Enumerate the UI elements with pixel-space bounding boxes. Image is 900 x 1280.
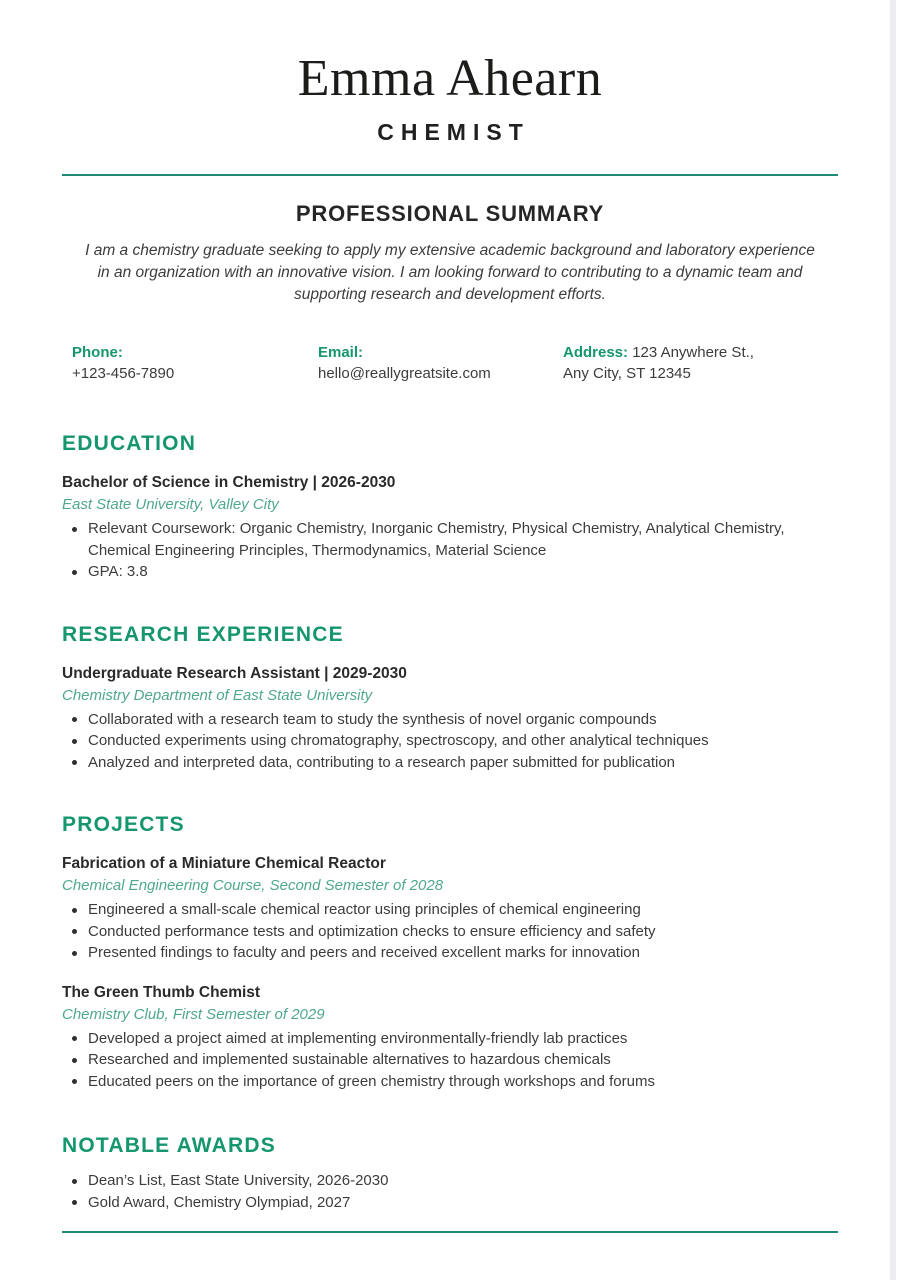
list-item: Conducted experiments using chromatography, spectroscopy, and other analytical techniques xyxy=(62,730,838,752)
contact-phone xyxy=(72,342,318,384)
entry-title: Bachelor of Science in Chemistry | 2026-2030 xyxy=(62,474,396,492)
research-heading: RESEARCH EXPERIENCE xyxy=(62,622,344,646)
contact-row xyxy=(62,342,838,384)
list-item: Researched and implemented sustainable alternatives to hazardous chemicals xyxy=(62,1049,838,1071)
candidate-role: CHEMIST xyxy=(377,119,530,146)
section-research-experience xyxy=(62,623,838,774)
entry-title: Undergraduate Research Assistant | 2029-2030 xyxy=(62,664,407,682)
list-item: Conducted performance tests and optimization checks to ensure efficiency and safety xyxy=(62,921,838,943)
phone-label: Phone: xyxy=(72,344,123,362)
list-item: Collaborated with a research team to study the synthesis of novel organic compounds xyxy=(62,709,838,731)
address-value: 123 Anywhere St., Any City, ST 12345 xyxy=(563,344,754,383)
education-heading: EDUCATION xyxy=(62,432,197,456)
list-item: Gold Award, Chemistry Olympiad, 2027 xyxy=(62,1192,838,1214)
section-notable-awards xyxy=(62,1134,838,1213)
bullet-list xyxy=(62,709,838,774)
contact-email xyxy=(318,342,563,384)
list-item: Developed a project aimed at implementing environmentally-friendly lab practices xyxy=(62,1028,838,1050)
entry-subtitle: Chemistry Department of East State University xyxy=(62,686,373,704)
contact-address xyxy=(563,342,771,384)
entry-title: The Green Thumb Chemist xyxy=(62,983,261,1001)
summary-text: I am a chemistry graduate seeking to apply my extensive academic background and laboratory experience in an organization with an innovative vision. I am looking forward to contributing to a dynamic team and supporting research and development efforts. xyxy=(85,242,815,304)
list-item: GPA: 3.8 xyxy=(62,561,838,583)
candidate-name: Emma Ahearn xyxy=(297,50,603,107)
bullet-list xyxy=(62,1028,838,1093)
list-item: Presented findings to faculty and peers and received excellent marks for innovation xyxy=(62,942,838,964)
page-edge-shadow xyxy=(890,0,896,1280)
project-entry xyxy=(62,982,838,1093)
section-education xyxy=(62,432,838,583)
research-entry xyxy=(62,663,838,774)
list-item: Engineered a small-scale chemical reactor using principles of chemical engineering xyxy=(62,899,838,921)
email-label: Email: xyxy=(318,344,364,362)
entry-subtitle: Chemical Engineering Course, Second Semester of 2028 xyxy=(62,877,444,895)
list-item: Relevant Coursework: Organic Chemistry, Inorganic Chemistry, Physical Chemistry, Analytical Chemistry, Chemical Engineering Principles, Thermodynamics, Material Science xyxy=(62,518,838,561)
summary-heading: PROFESSIONAL SUMMARY xyxy=(295,201,605,227)
phone-value: +123-456-7890 xyxy=(72,365,175,383)
section-projects xyxy=(62,813,838,1092)
list-item: Analyzed and interpreted data, contributing to a research paper submitted for publication xyxy=(62,752,838,774)
entry-title: Fabrication of a Miniature Chemical Reactor xyxy=(62,855,386,873)
list-item: Dean’s List, East State University, 2026-2030 xyxy=(62,1170,838,1192)
projects-heading: PROJECTS xyxy=(62,813,185,837)
list-item: Educated peers on the importance of green chemistry through workshops and forums xyxy=(62,1071,838,1093)
bottom-divider xyxy=(62,1231,838,1233)
awards-heading: NOTABLE AWARDS xyxy=(62,1134,276,1158)
email-value: hello@reallygreatsite.com xyxy=(318,365,491,383)
bullet-list xyxy=(62,1170,838,1213)
entry-subtitle: Chemistry Club, First Semester of 2029 xyxy=(62,1005,325,1023)
top-divider xyxy=(62,174,838,176)
bullet-list xyxy=(62,518,838,583)
address-label: Address: xyxy=(563,344,629,362)
project-entry xyxy=(62,853,838,964)
bullet-list xyxy=(62,899,838,964)
entry-subtitle: East State University, Valley City xyxy=(62,496,279,514)
education-entry xyxy=(62,472,838,583)
